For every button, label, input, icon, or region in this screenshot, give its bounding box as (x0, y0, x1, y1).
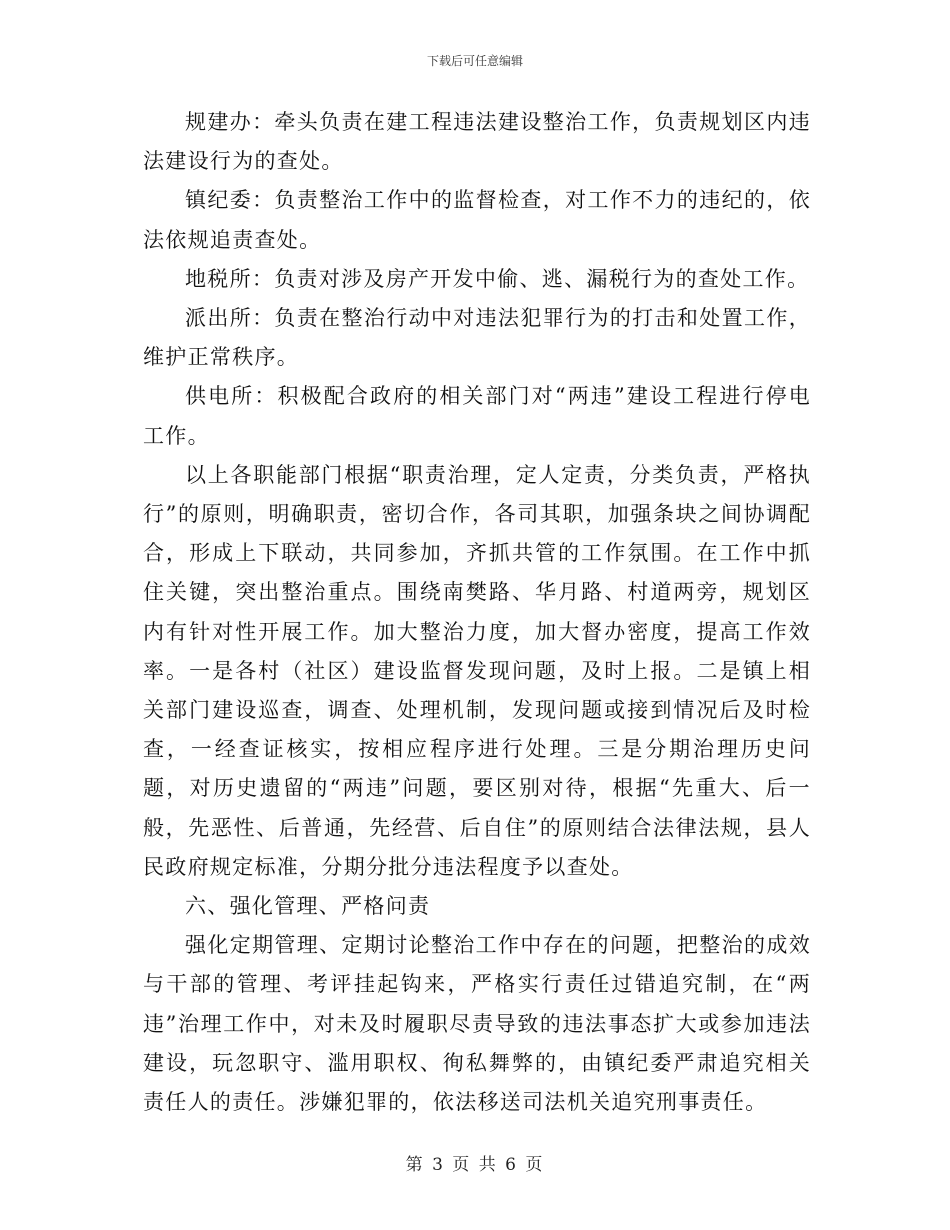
paragraph-zhenjiwei: 镇纪委：负责整治工作中的监督检查，对工作不力的违纪的，依法依规追责查处。 (143, 188, 811, 252)
page-number: 第 3 页 共 6 页 (405, 1155, 545, 1175)
page-header-note: 下载后可任意编辑 (426, 54, 523, 68)
section-heading-six: 六、强化管理、严格问责 (185, 894, 431, 919)
paragraph-guijianban: 规建办：牵头负责在建工程违法建设整治工作，负责规划区内违法建设行为的查处。 (143, 110, 811, 174)
paragraph-gongdiansuo: 供电所：积极配合政府的相关部门对“两违”建设工程进行停电工作。 (143, 384, 811, 448)
paragraph-zhineng-bumen: 以上各职能部门根据“职责治理，定人定责，分类负责，严格执行”的原则，明确职责，密切合作，各司其职，加强条块之间协调配合，形成上下联动，共同参加，齐抓共管的工作氛围。在工作中抓住关键，突出整治重点。围绕南樊路、华月路、村道两旁，规划区内有针对性开展工作。加大整治力度，加大督办密度，提高工作效率。一是各村（社区）建设监督发现问题，及时上报。二是镇上相关部门建设巡查，调查、处理机制，发现问题或接到情况后及时检查，一经查证核实，按相应程序进行处理。三是分期治理历史问题，对历史遗留的“两违”问题，要区别对待，根据“先重大、后一般，先恶性、后普通，先经营、后自住”的原则结合法律法规，县人民政府规定标准，分期分批分违法程度予以查处。 (143, 462, 811, 879)
paragraph-paichusuo: 派出所：负责在整治行动中对违法犯罪行为的打击和处置工作，维护正常秩序。 (143, 306, 811, 370)
document-body (143, 103, 811, 1122)
paragraph-qianghua-guanli: 强化定期管理、定期讨论整治工作中存在的问题，把整治的成效与干部的管理、考评挂起钩来，严格实行责任过错追究制，在“两违”治理工作中，对未及时履职尽责导致的违法事态扩大或参加违法建设，玩忽职守、滥用职权、徇私舞弊的，由镇纪委严肃追究相关责任人的责任。涉嫌犯罪的，依法移送司法机关追究刑事责任。 (143, 933, 811, 1115)
paragraph-dishuisuo: 地税所：负责对涉及房产开发中偷、逃、漏税行为的查处工作。 (185, 266, 810, 291)
